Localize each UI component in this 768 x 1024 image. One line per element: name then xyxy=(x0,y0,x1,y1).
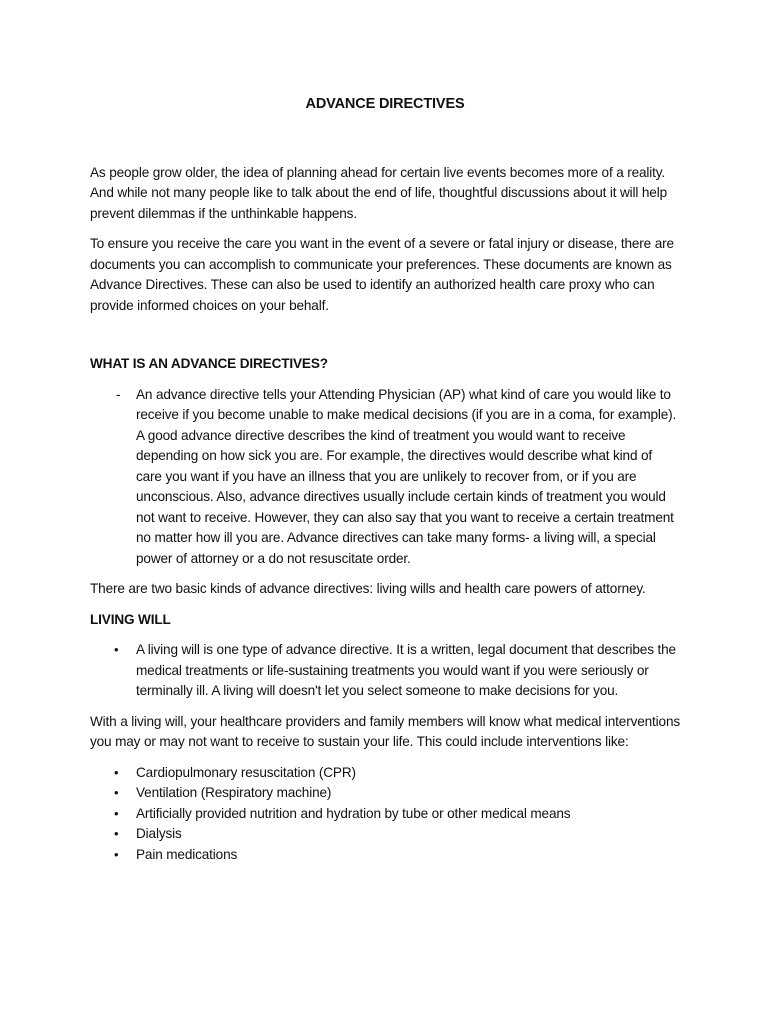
what-is-heading: WHAT IS AN ADVANCE DIRECTIVES? xyxy=(90,356,328,371)
what-is-list-item xyxy=(90,385,680,570)
bullet-marker: • xyxy=(114,785,119,800)
bullet-marker: • xyxy=(114,764,119,780)
intro-paragraph-1: As people grow older, the idea of planning ahead for certain live events becomes more of a reality. And while not many people like to talk about the end of life, thoughtful discussions about it will help prevent dilemmas if the unthinkable happens. xyxy=(90,164,668,221)
kinds-paragraph: There are two basic kinds of advance directives: living wills and health care powers of attorney. xyxy=(90,581,646,596)
document-body xyxy=(90,94,680,875)
list-item xyxy=(90,640,680,702)
list-item xyxy=(90,845,680,866)
living-will-bullet-text: A living will is one type of advance directive. It is a written, legal document that describes the medical treatments or life-sustaining treatments you would want if you were seriously or terminally ill. A living will doesn't let you select someone to make decisions for you. xyxy=(136,642,676,698)
list-item xyxy=(90,763,680,784)
intervention-ventilation: Ventilation (Respiratory machine) xyxy=(136,785,332,800)
living-will-heading: LIVING WILL xyxy=(90,611,171,627)
intervention-pain-medications: Pain medications xyxy=(136,846,238,862)
bullet-marker: • xyxy=(114,826,119,841)
living-will-followup: With a living will, your healthcare providers and family members will know what medical interventions you may or may not want to receive to sustain your life. This could include interventions like: xyxy=(90,713,681,749)
living-will-list xyxy=(90,640,680,702)
what-is-text: An advance directive tells your Attending Physician (AP) what kind of care you would like to receive if you become unable to make medical decisions (if you are in a coma, for example). A good advance directive describes the kind of treatment you would want to receive depending on how sick you are. For example, the directives would describe what kind of care you want if you have an illness that you are unlikely to recover from, or if you are unconscious. Also, advance directives usually include certain kinds of treatment you would not want to receive. However, they can also say that you want to receive a certain treatment no matter how ill you are. Advance directives can take many forms- a living will, a special power of attorney or a do not resuscitate order. xyxy=(136,386,677,566)
intervention-cpr: Cardiopulmonary resuscitation (CPR) xyxy=(136,764,356,780)
intervention-dialysis: Dialysis xyxy=(136,826,182,841)
bullet-marker: • xyxy=(114,846,119,862)
bullet-marker: • xyxy=(114,642,119,657)
intervention-nutrition: Artificially provided nutrition and hydration by tube or other medical means xyxy=(136,805,571,821)
document-title: ADVANCE DIRECTIVES xyxy=(305,96,465,112)
dash-marker: - xyxy=(116,386,121,402)
intro-paragraph-2: To ensure you receive the care you want in the event of a severe or fatal injury or disease, there are documents you can accomplish to communicate your preferences. These documents are known as Advance Directives. These can also be used to identify an authorized health care proxy who can provide informed choices on your behalf. xyxy=(90,236,674,313)
section-spacer xyxy=(90,326,680,354)
list-item xyxy=(90,804,680,825)
list-item xyxy=(90,824,680,845)
interventions-list xyxy=(90,763,680,866)
list-item xyxy=(90,783,680,804)
bullet-marker: • xyxy=(114,805,119,821)
